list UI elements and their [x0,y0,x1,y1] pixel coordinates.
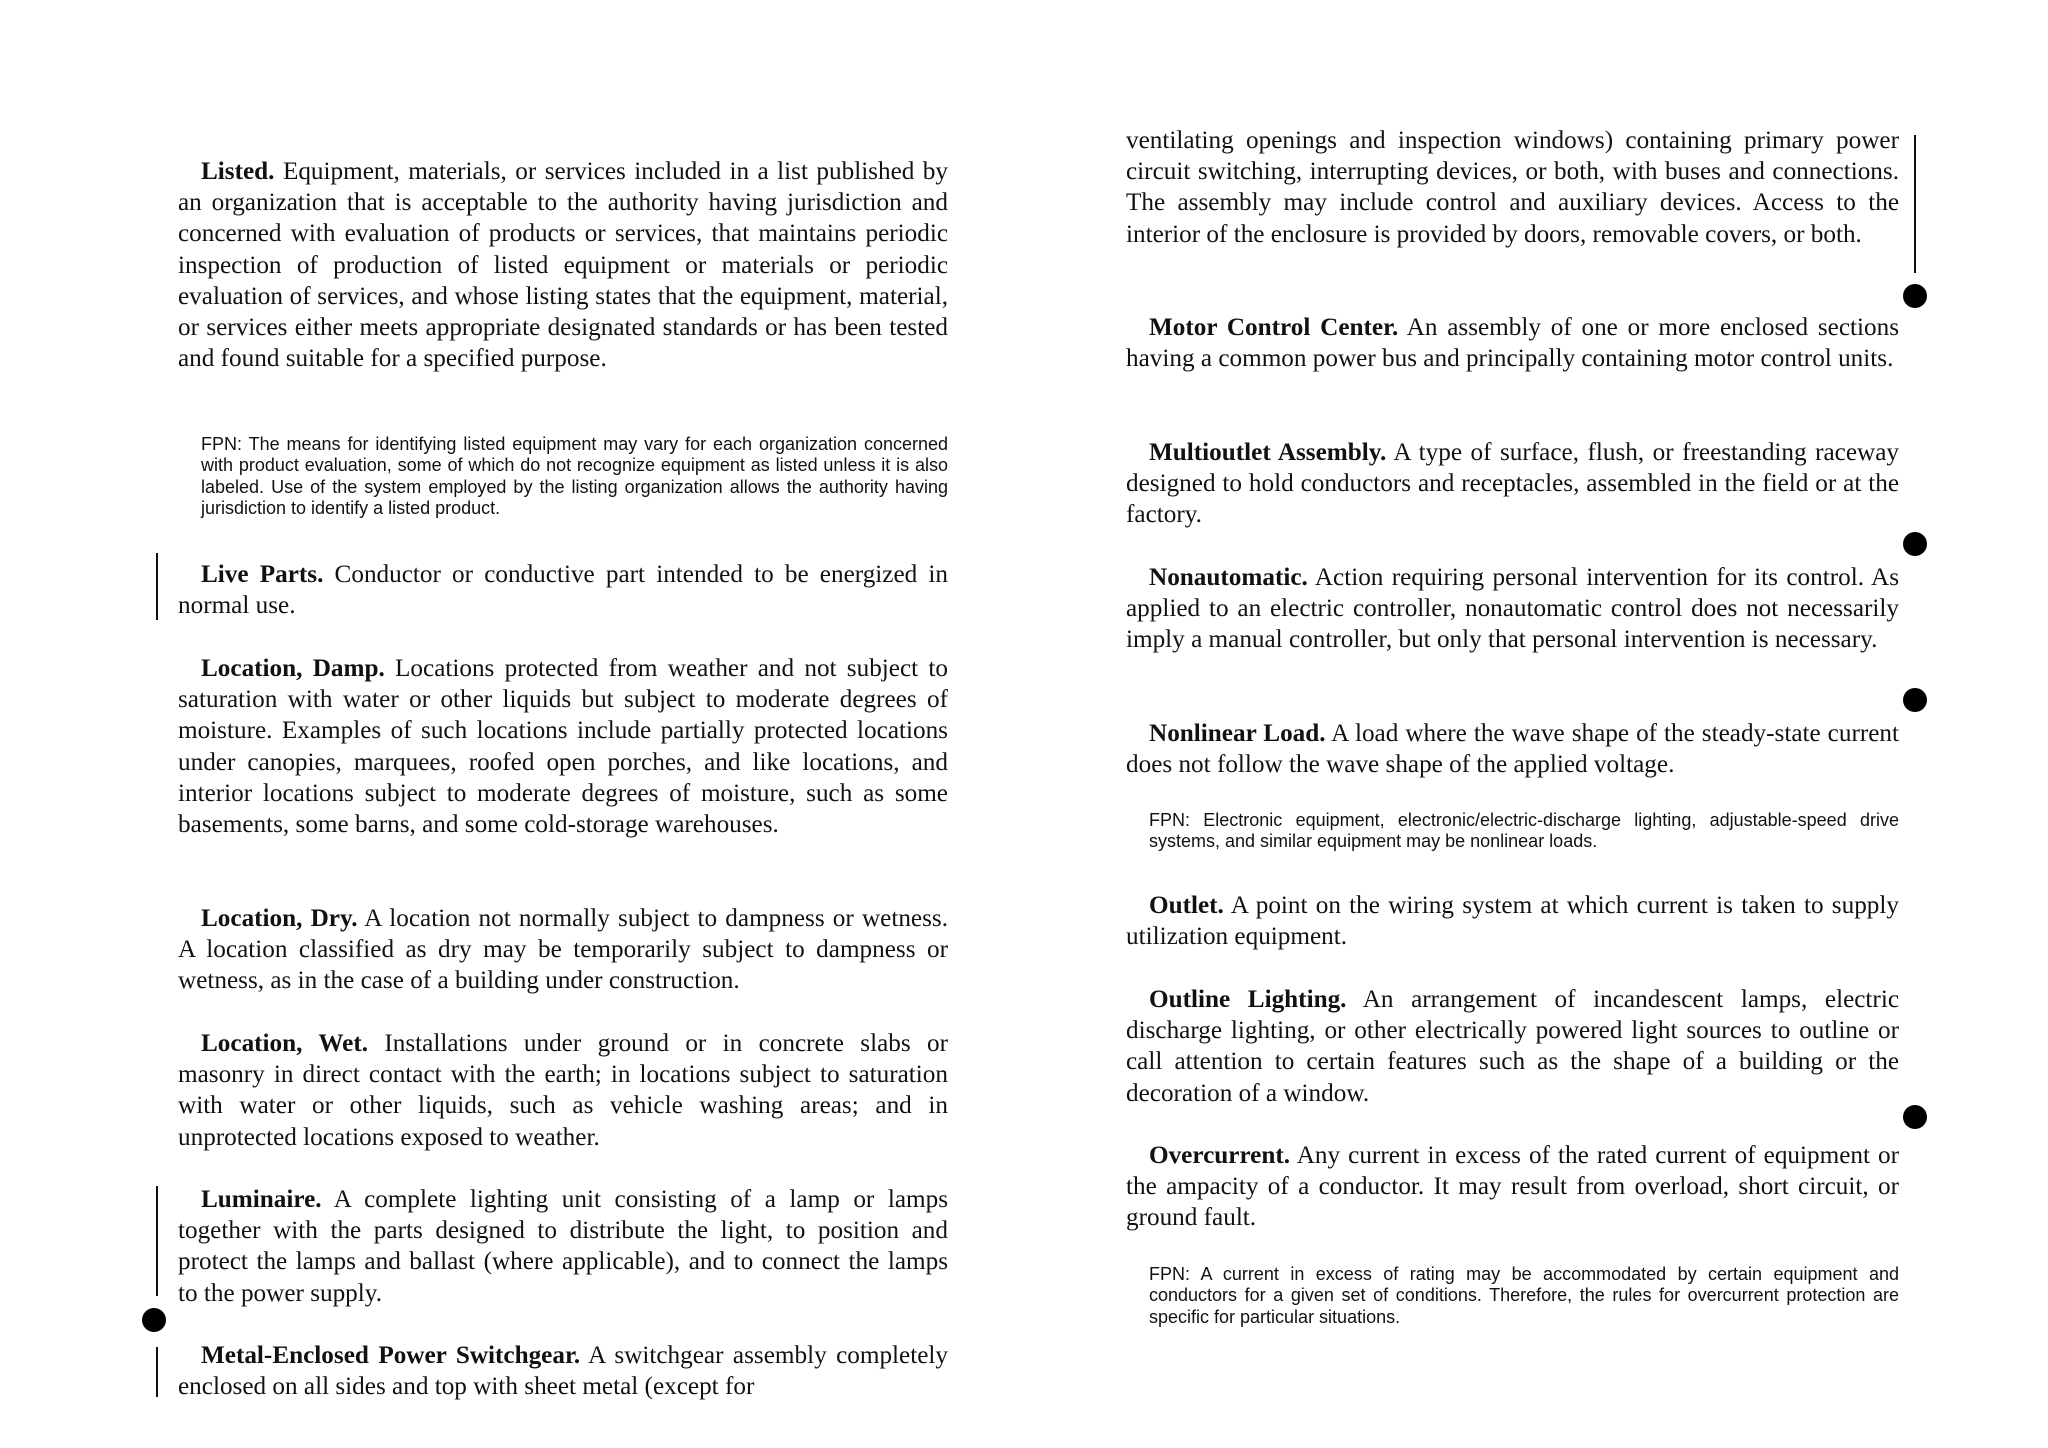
fpn-note: FPN: The means for identifying listed equipment may vary for each organization concerned with product evaluation, some of which do not recognize equipment as listed unless it is also labeled. Use of the system employed by the listing organization allows the authority having jurisdiction to identify a listed product. [201,434,948,519]
definition-term: Live Parts. [201,561,324,588]
definition-term: Location, Wet. [201,1030,369,1057]
definition-term: Motor Control Center. [1149,314,1399,341]
deletion-dot [1903,284,1927,308]
definition-term: Nonlinear Load. [1149,720,1326,747]
deletion-dot [142,1308,166,1332]
fpn-note: FPN: Electronic equipment, electronic/electric-discharge lighting, adjustable-speed drive systems, and similar equipment may be nonlinear loads. [1149,810,1899,852]
definition-motor-control-center [1126,312,1899,374]
definition-text: A location not normally subject to dampness or wetness. A location classified as dry may be temporarily subject to dampness or wetness, as in the case of a building under construction. [178,905,948,995]
definition-text: Any current in excess of the rated current of equipment or the ampacity of a conductor. It may result from overload, short circuit, or ground fault. [1126,1142,1899,1232]
definition-term: Outline Lighting. [1149,986,1347,1013]
definition-listed [178,156,948,374]
definition-text: Conductor or conductive part intended to be energized in normal use. [178,561,949,620]
definition-metal-enclosed-switchgear [178,1340,948,1402]
deletion-dot [1903,1105,1927,1129]
change-bar [156,553,158,620]
definition-text: A point on the wiring system at which current is taken to supply utilization equipment. [1126,892,1899,951]
definition-text: A complete lighting unit consisting of a lamp or lamps together with the parts designed to distribute the light, to position and protect the lamps and ballast (where applicable), and to connect the lamps to the power supply. [178,1186,948,1307]
definition-term: Location, Dry. [201,905,358,932]
definition-multioutlet-assembly [1126,437,1899,531]
definition-location-wet [178,1028,948,1153]
definition-nonautomatic [1126,562,1899,656]
definition-term: Nonautomatic. [1149,564,1308,591]
definition-term: Outlet. [1149,892,1224,919]
definition-text: Equipment, materials, or services included in a list published by an organization that is acceptable to the authority having jurisdiction and concerned with evaluation of products or services, that maintains periodic inspection of production of listed equipment or materials or periodic evaluation of services, and whose listing states that the equipment, material, or services either meets appropriate designated standards or has been tested and found suitable for a specified purpose. [178,158,948,373]
definition-text: ventilating openings and inspection windows) containing primary power circuit switching, interrupting devices, or both, with buses and connections. The assembly may include control and auxiliary devices. Access to the interior of the enclosure is provided by doors, removable covers, or both. [1126,127,1899,248]
definition-term: Multioutlet Assembly. [1149,439,1387,466]
definition-continuation [1126,125,1899,250]
definition-text: A switchgear assembly completely enclosed on all sides and top with sheet metal (except for [178,1342,948,1401]
change-bar [156,1186,158,1296]
definition-term: Listed. [201,158,275,185]
definition-outlet [1126,890,1899,952]
definition-outline-lighting [1126,984,1899,1109]
definition-term: Location, Damp. [201,655,385,682]
definition-term: Luminaire. [201,1186,322,1213]
fpn-note: FPN: A current in excess of rating may be accommodated by certain equipment and conductors for a given set of conditions. Therefore, the rules for overcurrent protection are specific for particular situations. [1149,1264,1899,1327]
deletion-dot [1903,532,1927,556]
definition-live-parts [178,559,948,621]
definition-text: An assembly of one or more enclosed sections having a common power bus and principally containing motor control units. [1126,314,1899,373]
definition-text: An arrangement of incandescent lamps, electric discharge lighting, or other electrically powered light sources to outline or call attention to certain features such as the shape of a building or the decoration of a window. [1126,986,1899,1107]
definition-location-dry [178,903,948,997]
definition-text: Action requiring personal intervention for its control. As applied to an electric controller, nonautomatic control does not necessarily imply a manual controller, but only that personal intervention is necessary. [1126,564,1899,654]
definition-term: Metal-Enclosed Power Switchgear. [201,1342,581,1369]
definition-overcurrent [1126,1140,1899,1234]
definition-text: A type of surface, flush, or freestanding raceway designed to hold conductors and receptacles, assembled in the field or at the factory. [1126,439,1899,529]
definition-text: A load where the wave shape of the steady-state current does not follow the wave shape of the applied voltage. [1126,720,1899,779]
definition-text: Locations protected from weather and not subject to saturation with water or other liquids but subject to moderate degrees of moisture. Examples of such locations include partially protected locations under canopies, marquees, roofed open porches, and like locations, and interior locations subject to moderate degrees of moisture, such as some basements, some barns, and some cold-storage warehouses. [178,655,948,839]
definition-term: Overcurrent. [1149,1142,1291,1169]
definition-luminaire [178,1184,948,1309]
definition-location-damp [178,653,948,840]
change-bar [1914,135,1916,273]
definition-text: Installations under ground or in concrete slabs or masonry in direct contact with the earth; in locations subject to saturation with water or other liquids, such as vehicle washing areas; and in unprotected locations exposed to weather. [178,1030,948,1151]
deletion-dot [1903,688,1927,712]
definition-nonlinear-load [1126,718,1899,780]
change-bar [156,1347,158,1397]
